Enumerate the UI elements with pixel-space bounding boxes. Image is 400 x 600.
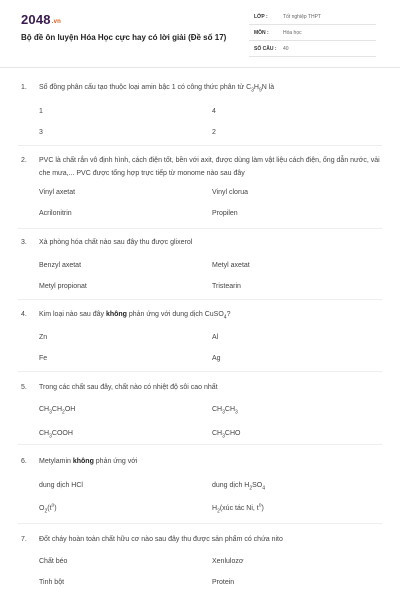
option-c[interactable]: Metyl propionat: [39, 283, 87, 290]
option-b[interactable]: Vinyl clorua: [212, 189, 249, 196]
question-number: 4.: [21, 311, 27, 318]
option-a[interactable]: Chất béo: [39, 558, 68, 565]
option-a[interactable]: Zn: [39, 334, 48, 341]
option-b[interactable]: Metyl axetat: [212, 262, 250, 269]
question-divider: [18, 371, 382, 372]
question-text: Xà phòng hóa chất nào sau đây thu được glixerol: [39, 239, 193, 246]
header-divider: [0, 67, 400, 68]
question-number: 5.: [21, 384, 27, 391]
question-number: 7.: [21, 536, 27, 543]
meta-value: 40: [283, 46, 289, 52]
question-number: 3.: [21, 239, 27, 246]
option-c[interactable]: Fe: [39, 355, 48, 362]
meta-value: Hóa học: [283, 30, 302, 36]
question-number: 2.: [21, 157, 27, 164]
option-b[interactable]: $CH_3CH_3$: [212, 406, 238, 416]
meta-row-subject: [249, 25, 376, 41]
question-text-part: Kim loại nào sau đây: [39, 311, 106, 318]
meta-row-class: [249, 9, 376, 25]
option-a[interactable]: $CH_3CH_2OH$: [39, 406, 76, 416]
option-c[interactable]: $O_2(t^o)$: [39, 502, 57, 515]
option-d[interactable]: Tristearin: [212, 283, 241, 290]
question-text: [39, 455, 384, 468]
header: [0, 0, 400, 60]
question-text-emphasis: không: [72, 458, 94, 465]
option-a[interactable]: 1: [39, 108, 43, 115]
option-a[interactable]: Vinyl axetat: [39, 189, 76, 196]
question-divider: [18, 145, 382, 146]
question-text: Đốt cháy hoàn toàn chất hữu cơ nào sau đây thu được sản phẩm có chứa nito: [39, 536, 283, 543]
question-divider: [18, 523, 382, 524]
meta-key: MÔN :: [254, 30, 269, 36]
question-divider: [18, 444, 382, 445]
option-c[interactable]: 3: [39, 129, 43, 136]
question-text: PVC là chất rắn vô định hình, cách điện tốt, bền với axit, được dùng làm vật liệu cách điện, ống dẫn nước, vải che mưa,... PVC được tổng hợp trực tiếp từ monome nào sau đây: [39, 157, 380, 177]
meta-key: LỚP :: [254, 14, 268, 20]
option-a[interactable]: Benzyl axetat: [39, 262, 82, 269]
question-text: Trong các chất sau đây, chất nào có nhiệt độ sôi cao nhất: [39, 384, 218, 391]
site-logo[interactable]: [21, 12, 61, 27]
meta-info: [249, 9, 376, 57]
option-d[interactable]: $CH_3CHO$: [212, 430, 241, 440]
option-b[interactable]: Al: [212, 334, 219, 341]
option-d[interactable]: Propilen: [212, 210, 238, 217]
option-d[interactable]: Protein: [212, 579, 235, 586]
question-text-emphasis: không: [105, 311, 127, 318]
option-d[interactable]: Ag: [212, 355, 221, 362]
question-divider: [18, 228, 382, 229]
document-title: Bộ đề ôn luyện Hóa Học cực hay có lời giải (Đề số 17): [21, 33, 227, 42]
question-text: Kim loại nào sau đây không phản ứng với dung dịch CuSO$_4$?: [39, 311, 231, 321]
option-d[interactable]: $H_2(xúc$ tác Ni, $t^o$): [212, 502, 264, 515]
logo-text: 2048: [21, 12, 51, 27]
option-d[interactable]: 2: [212, 129, 216, 136]
meta-value: Tốt nghiệp THPT: [283, 14, 321, 20]
option-c[interactable]: Acrilonitrin: [39, 210, 72, 217]
meta-key: SỐ CÂU :: [254, 46, 277, 52]
meta-row-count: [249, 41, 376, 57]
option-a[interactable]: dung dịch HCl: [39, 482, 83, 489]
option-b[interactable]: Xenlulozơ: [212, 558, 244, 565]
question-number: 6.: [21, 458, 27, 465]
question-number: 1.: [21, 84, 27, 91]
question-text-part: Metylamin: [39, 458, 73, 465]
logo-suffix: .vn: [51, 19, 62, 25]
option-c[interactable]: $CH_3COOH$: [39, 430, 73, 440]
question-divider: [18, 299, 382, 300]
option-c[interactable]: Tinh bột: [39, 579, 65, 586]
option-b[interactable]: 4: [212, 108, 216, 115]
option-b[interactable]: dung dịch $H_2SO_4$: [212, 482, 266, 492]
question-text: Số đồng phân cấu tạo thuộc loại amin bậc 1 có công thức phân tử $C_3H_9N$ là: [39, 84, 275, 94]
question-text-part: phản ứng với: [93, 458, 138, 465]
